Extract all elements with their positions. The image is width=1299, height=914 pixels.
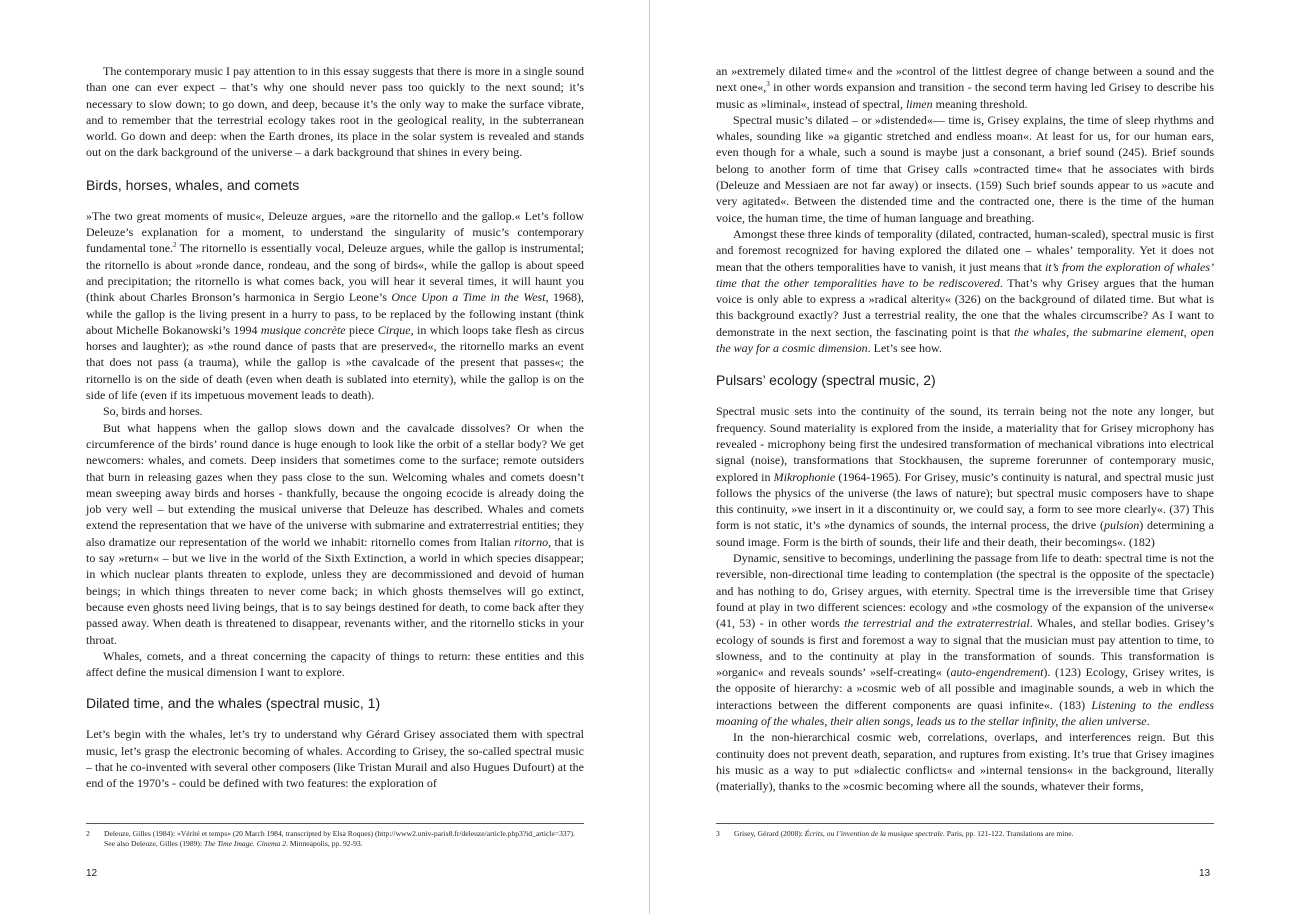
text-run: . Minneapolis, pp. 92-93. [286,839,363,848]
italic-run: pulsion [1103,518,1140,533]
italic-run: the terrestrial and the extraterrestrial [844,616,1030,631]
italic-run: Mikrophonie [773,469,836,484]
text-run: . That’s why Grisey argues that the human voice is only able to express a »radical alterity« (326) on the background of dilated time. But what is this background exactly? Just a terrestrial reality, the one that the whales circumscribe? As I want to demonstrate in the next section, the fascinating point is that [716,275,1215,339]
paragraph [86,420,584,648]
text-run: an »extremely dilated time« and the »control of the littlest degree of change between a sound and the next one«, [716,64,1214,95]
left-page [0,0,649,914]
text-run: , 1968), while the gallop is the living present in a hurry to pass, to be replaced by the following instant (think about Michelle Bokanowski’s 1994 [86,290,585,337]
left-text-column [86,63,584,792]
text-run: in other words expansion and transition - the second term having led Grisey to describe his music as »liminal«, instead of spectral, [716,80,1214,111]
footnote-reference[interactable]: 3 [766,80,770,89]
section-heading: Birds, horses, whales, and comets [86,176,300,193]
paragraph: So, birds and horses. [103,404,203,419]
right-text-column [716,63,1214,794]
text-run: (1964-1965). For Grisey, music’s continuity is natural, and spectral music just follows the physics of the universe (the laws of nature); but spectral music composers have to shape this continuity, »we insert in it a discontinuity or, we could say, a form to see more clearly«. (37) This form is not static, it’s »the dynamics of sounds, the internal process, the drive ( [716,469,1214,533]
right-page [650,0,1299,914]
paragraph [716,403,1214,550]
text-run: ). (123) Ecology, Grisey writes, is the opposite of hierarchy: a »cosmic web of all possible and imaginable sounds, a web in which the interactions between the different components are quasi infinite«. (183) [716,665,1214,712]
text-run: Amongst these three kinds of temporality (dilated, contracted, human-scaled), spectral music is first and foremost recognized for having explored the dilated one – whales’ temporality. Yet it does not mean that the others temporalities have to vanish, it just means that [716,226,1214,274]
paragraph: Let’s begin with the whales, let’s try to understand why Gérard Grisey associated them with spectral music, let’s grasp the electronic becoming of whales. According to Grisey, the so-called spectral music – that he co-invented with several other composers (like Tristan Murail and also Hugues Dufourt) at the end of the 1970’s - could be defined with two features: the exploration of [86,727,584,791]
text-run: piece [345,322,378,337]
text-run: But what happens when the gallop slows down and the cavalcade dissolves? Or when the circumference of the birds’ round dance is huge enough to look like the orbit of a stellar body? We get newcomers: whales, and comets. Deep insiders that sometimes come to the surface; remote outsiders that burn in releasing gazes when they pass close to the sun. Welcoming whales and comets doesn’t mean sweeping away birds and horses - thankfully, because the ongoing ecocide is already doing the job very well – but extending the musical universe that Deleuze has described. Whales and comets extend the representation that we have of the universe with submarine and extraterrestrial entities; they also dramatize our representation of the world we inhabit: ritornello comes from Italian [86,420,584,549]
text-run: . Let’s see how. [867,341,942,356]
italic-run: it’s from the exploration of whales’ time that the other temporalities have to be rediscovered [716,259,1214,290]
italic-run: Cirque [377,322,411,337]
text-run: , that is to say »return« – but we live in the world of the Sixth Extinction, a world in which species disappear; in which nuclear plants threaten to explode, unless they are decommissioned and devoid of human beings; in which things threaten to never come back; in which ghosts themselves will go extinct, because even ghosts need living beings, that is to say beings destined for death, to come back after they passed away. When death is threatened to disappear, revenants wither, and the ritornello sticks in your throat. [86,534,584,647]
page-number: 13 [1199,868,1211,879]
italic-run: musique concrète [260,322,346,337]
italic-run: Écrits, ou l’invention de la musique spectrale [804,829,943,838]
italic-run: ritorno [514,534,549,549]
text-run: »The two great moments of music«, Deleuze argues, »are the ritornello and the gallop.« Let’s follow Deleuze’s explanation for a moment, to understand the singularity of music’s contemporary fundamental tone. [86,208,584,256]
footnote [86,829,584,849]
paragraph: Whales, comets, and a threat concerning the capacity of things to return: these entities and this affect define the musical dimension I want to explore. [86,648,584,680]
footnote [716,829,1214,839]
text-run: . Whales, and stellar bodies. Grisey’s ecology of sounds is first and foremost a way to signal that the musician must pay attention to time, to slowness, and to the continuity at play in the transformation of sounds. This transformation is »organic« and reveals sounds’ »self-creating« ( [716,616,1215,680]
text-run: ) determining a sound image. Form is the birth of sounds, their life and their death, their becomings«. (182) [716,518,1214,549]
paragraph [716,63,1214,112]
text-run: . [1146,713,1150,728]
text-run: Grisey, Gérard (2008): [734,829,805,838]
text-run: Deleuze, Gilles (1984): »Vérité et temps« (20 March 1984, transcripted by Elsa Roques) (http://www2.univ-paris8.fr/deleuze/article.php3?id_article=337). See also Deleuze, Gilles (1989): [104,829,575,848]
footnote-area [86,823,584,849]
paragraph [716,226,1214,356]
paragraph [86,208,584,404]
italic-run: the whales, the submarine element, open the way for a cosmic dimension [716,324,1214,356]
paragraph: Spectral music’s dilated – or »distended«— time is, Grisey explains, the time of sleep rhythms and whales, sounding like »a gigantic stretched and endless moan«. At least for us, for our human ears, even though for a whale, such a sound is maybe just a consonant, a brief sound (245). Brief sounds belong to another form of time that Grisey calls »contracted time« that he associates with birds (Deleuze and Messiaen are not far away) or insects. (159) Such brief sounds appear to us »acute and very agitated«. Between the distended time and the contracted one, there is the time of the human voice, the human time, the time of human language and breathing. [716,112,1214,225]
page-number: 12 [86,868,98,879]
footnote-area [716,823,1214,839]
text-run: Dynamic, sensitive to becomings, underlining the passage from life to death: spectral time is not the reversible, non-directional time leading to contemplation (the spectral is the opposite of the spectacle) and has nothing to do, Grisey argues, with eternity. Spectral time is the irreversible time that Grisey found at play in two different sciences: ecology and »the cosmology of the expansion of the universe« (41, 53) - in other words [716,551,1214,631]
footnote-number: 3 [716,829,720,838]
italic-run: Listening to the endless moaning of the whales, their alien songs, leads us to the stellar infinity, the alien universe [716,697,1214,728]
text-run: , in which loops take flesh as circus horses and laughter); as »the round dance of pasts that are preserved«, the ritornello marks an event that does not pass (a trauma), while the gallop is »the cavalcade of the present that passes«; the ritornello is on the side of death (even when death is sublated into eternity), while the gallop is on the side of life (even if its impetuous movement leads to death). [86,322,585,403]
section-heading: Pulsars’ ecology (spectral music, 2) [716,372,936,389]
text-run: . Paris, pp. 121-122. Translations are mine. [942,829,1074,838]
italic-run: The Time Image. Cinema 2 [203,839,287,848]
text-run: Spectral music sets into the continuity of the sound, its terrain being not the note any longer, but frequency. Sound materiality is explored from the inside, a materiality that for Grisey microphony has revealed - microphony being first the undesired transformation of mechanical vibrations into electrical signal (noise), transformations that Stockhausen, the supreme forerunner of contemporary music, explored in [716,404,1214,484]
text-run: meaning threshold. [932,96,1028,111]
paragraph [716,550,1214,729]
italic-run: limen [905,96,933,111]
paragraph: The contemporary music I pay attention to in this essay suggests that there is more in a single sound than one can ever expect – that’s why one should never pass too quickly to the next sound; it’s necessary to slow down; to go down, and deep, because it’s the only way to make the surface vibrate, and to remember that the terrestrial ecology takes root in the geological reality, in the subterranean world. Go down and deep: when the Earth drones, its place in the solar system is revealed and stands out on the dark background of the universe – a dark background that shines in every being. [86,64,584,160]
italic-run: Once Upon a Time in the West [391,290,546,305]
paragraph: In the non-hierarchical cosmic web, correlations, overlaps, and interferences reign. But this continuity does not prevent death, separation, and ruptures from existing. It’s true that Grisey imagines his music as a way to put »dialectic conflicts« and »internal tensions« in the background, literally (materially), thanks to the »cosmic becoming where all the sounds, whatever their forms, [716,730,1214,794]
text-run: The ritornello is essentially vocal, Deleuze argues, while the gallop is instrumental; the ritornello is about »ronde dance, rondeau, and the song of birds«, while the gallop is about speed and precipitation; the ritornello is what comes back, you will hear it several times, it will haunt you (think about Charles Bronson’s harmonica in Sergio Leone’s [86,241,584,305]
italic-run: auto-engendrement [950,665,1044,680]
footnote-reference[interactable]: 2 [173,241,177,250]
footnote-number: 2 [86,829,90,838]
section-heading: Dilated time, and the whales (spectral music, 1) [86,695,381,712]
